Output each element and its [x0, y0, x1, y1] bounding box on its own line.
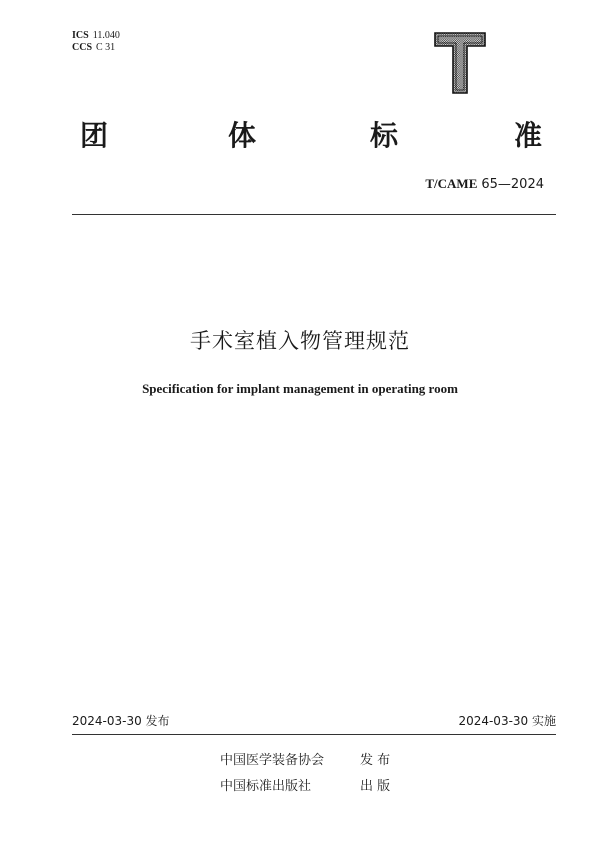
document-type: [80, 118, 550, 158]
ics-label: ICS: [72, 30, 89, 41]
standard-prefix: T/CAME: [425, 176, 478, 191]
title-chinese: 手术室植入物管理规范: [190, 329, 410, 353]
doc-type-char: 团: [80, 119, 109, 152]
classification-codes: [72, 30, 120, 54]
publisher-org: 中国标准出版社: [220, 779, 312, 794]
ccs-code: [72, 42, 120, 54]
implementation-date: 2024-03-30 实施: [458, 714, 556, 728]
title-english: Specification for implant management in operating room: [142, 381, 458, 396]
doc-type-char: 标: [370, 119, 399, 152]
group-standard-t-logo: [434, 32, 486, 94]
publisher-action: 发 布: [360, 753, 391, 768]
standard-number: [425, 176, 544, 193]
bottom-divider: [72, 734, 556, 735]
standard-code: 65—2024: [481, 177, 544, 192]
ccs-value: C 31: [96, 42, 116, 53]
top-divider: [72, 214, 556, 215]
ics-code: [72, 30, 120, 42]
doc-type-char: 体: [228, 119, 257, 152]
ccs-label: CCS: [72, 42, 93, 53]
publisher-line: [220, 752, 390, 770]
publisher-org: 中国医学装备协会: [220, 753, 325, 768]
publisher-line: [220, 778, 390, 796]
issue-date: 2024-03-30 发布: [72, 714, 170, 728]
doc-type-char: 准: [514, 119, 543, 152]
publisher-action: 出 版: [360, 779, 391, 794]
ics-value: 11.040: [92, 30, 120, 41]
